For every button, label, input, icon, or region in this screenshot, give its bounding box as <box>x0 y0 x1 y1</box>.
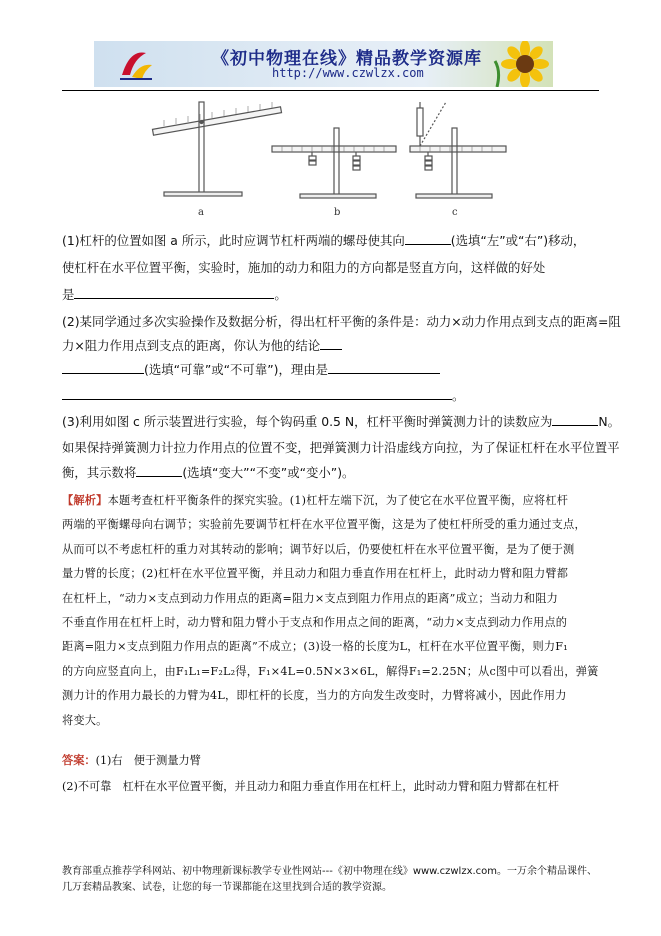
analysis-tag: 【解析】 <box>62 493 108 507</box>
analysis-line-0: 本题考查杠杆平衡条件的探究实验。(1)杠杆左端下沉，为了使它在水平位置平衡，应将杠杆 <box>107 494 569 507</box>
footer-line1: 教育部重点推荐学科网站、初中物理新课标教学专业性网站---《初中物理在线》www.czwlzx.com。一万余个精品课件、 <box>62 866 598 877</box>
q3-text-b: N。 <box>598 414 621 429</box>
q3-line2: 如果保持弹簧测力计拉力作用点的位置不变，把弹簧测力计沿虚线方向拉，为了保证杠杆在水平位置平 <box>62 440 620 455</box>
figure-b <box>272 128 396 198</box>
q2-blank-reason-cont[interactable] <box>62 386 452 400</box>
answer-tag: 答案： <box>62 753 96 767</box>
banner-url: http://www.czwlzx.com <box>272 66 424 80</box>
q1-text-a: (1)杠杆的位置如图 a 所示，此时应调节杠杆两端的螺母使其向 <box>62 233 405 248</box>
q2-blank-reliable[interactable] <box>62 360 144 374</box>
analysis-section <box>62 488 602 733</box>
banner-title: 《初中物理在线》精品教学资源库 <box>212 49 482 69</box>
q2-text-c: 。 <box>452 388 465 403</box>
q1-line1 <box>62 229 602 253</box>
q1-text-b: (选填“左”或“右”)移动， <box>450 233 586 248</box>
header-banner <box>94 41 553 87</box>
figure-c <box>410 102 506 198</box>
analysis-line-1: 两端的平衡螺母向右调节；实验前先要调节杠杆在水平位置平衡，这是为了使杠杆所受的重力通过支点， <box>62 518 586 532</box>
analysis-line-6: 距离=阻力×支点到阻力作用点的距离”不成立；(3)设一格的长度为L，杠杆在水平位置平衡，则力F₁ <box>62 640 568 654</box>
analysis-line-7: 的方向应竖直向上，由F₁L₁=F₂L₂得，F₁×4L=0.5N×3×6L，解得F₁=2.25N；从c图中可以看出，弹簧 <box>62 664 599 678</box>
q3-text-a: (3)利用如图 c 所示装置进行实验，每个钩码重 0.5 N，杠杆平衡时弹簧测力计的读数应为 <box>62 414 553 429</box>
figure-label-a: a <box>198 207 204 218</box>
analysis-line-9: 将变大。 <box>62 713 108 727</box>
figure-a <box>152 102 281 196</box>
q2-blank-reason[interactable] <box>328 360 440 374</box>
lever-figures <box>150 98 510 223</box>
answer-text-1: (1)右 便于测量力臂 <box>95 754 201 767</box>
q2-blank-a[interactable] <box>320 336 342 350</box>
q2-text-b: (选填“可靠”或“不可靠”)，理由是 <box>144 362 329 377</box>
analysis-line-3: 量力臂的长度；(2)杠杆在水平位置平衡，并且动力和阻力垂直作用在杠杆上，此时动力臂和阻力臂都 <box>62 567 569 581</box>
q2-text-a: 力×阻力作用点到支点的距离，你认为他的结论 <box>62 338 321 353</box>
q3-blank-change[interactable] <box>136 463 182 477</box>
page-footer <box>62 864 602 896</box>
q3-text-d: (选填“变大”“不变”或“变小”)。 <box>182 465 355 480</box>
q2-line4 <box>62 384 602 408</box>
q3-blank-reading[interactable] <box>552 412 598 426</box>
analysis-line-4: 在杠杆上，“动力×支点到动力作用点的距离=阻力×支点到阻力作用点的距离”成立；当动力和阻力 <box>62 591 559 605</box>
q2-line3 <box>62 358 602 382</box>
answer-line2: (2)不可靠 杠杆在水平位置平衡，并且动力和阻力垂直作用在杠杆上，此时动力臂和阻力臂都在杠杆 <box>62 780 559 793</box>
q1-line3 <box>62 283 602 307</box>
q1-text-d: 。 <box>274 287 287 302</box>
logo-icon <box>116 45 156 83</box>
analysis-line-5: 不垂直作用在杠杆上时，动力臂和阻力臂小于支点和作用点之间的距离，“动力×支点到动力作用点的 <box>62 616 568 630</box>
q1-text-c: 是 <box>62 287 75 302</box>
q2-line2 <box>62 334 602 358</box>
header-divider <box>62 90 599 91</box>
q1-blank-direction[interactable] <box>405 231 451 245</box>
analysis-line-8: 测力计的作用力最长的力臂为4L，即杠杆的长度，当力的方向发生改变时，力臂将减小，因此作用力 <box>62 689 567 703</box>
q3-line3 <box>62 461 602 485</box>
q2-line1: (2)某同学通过多次实验操作及数据分析，得出杠杆平衡的条件是：动力×动力作用点到支点的距离=阻 <box>62 314 621 329</box>
q1-blank-benefit[interactable] <box>74 285 274 299</box>
answer-line1 <box>62 752 201 768</box>
analysis-line-2: 从而可以不考虑杠杆的重力对其转动的影响；调节好以后，仍要使杠杆在水平位置平衡，是为了便于测 <box>62 542 575 556</box>
footer-line2: 几万套精品教案、试卷，让您的每一节课都能在这里找到合适的教学资源。 <box>62 882 392 893</box>
q3-text-c: 衡，其示数将 <box>62 465 137 480</box>
figure-label-c: c <box>452 207 458 218</box>
sunflower-icon <box>489 41 553 87</box>
figure-label-b: b <box>334 207 341 218</box>
q3-line1 <box>62 410 621 434</box>
q1-line2: 使杠杆在水平位置平衡，实验时，施加的动力和阻力的方向都是竖直方向，这样做的好处 <box>62 260 546 275</box>
